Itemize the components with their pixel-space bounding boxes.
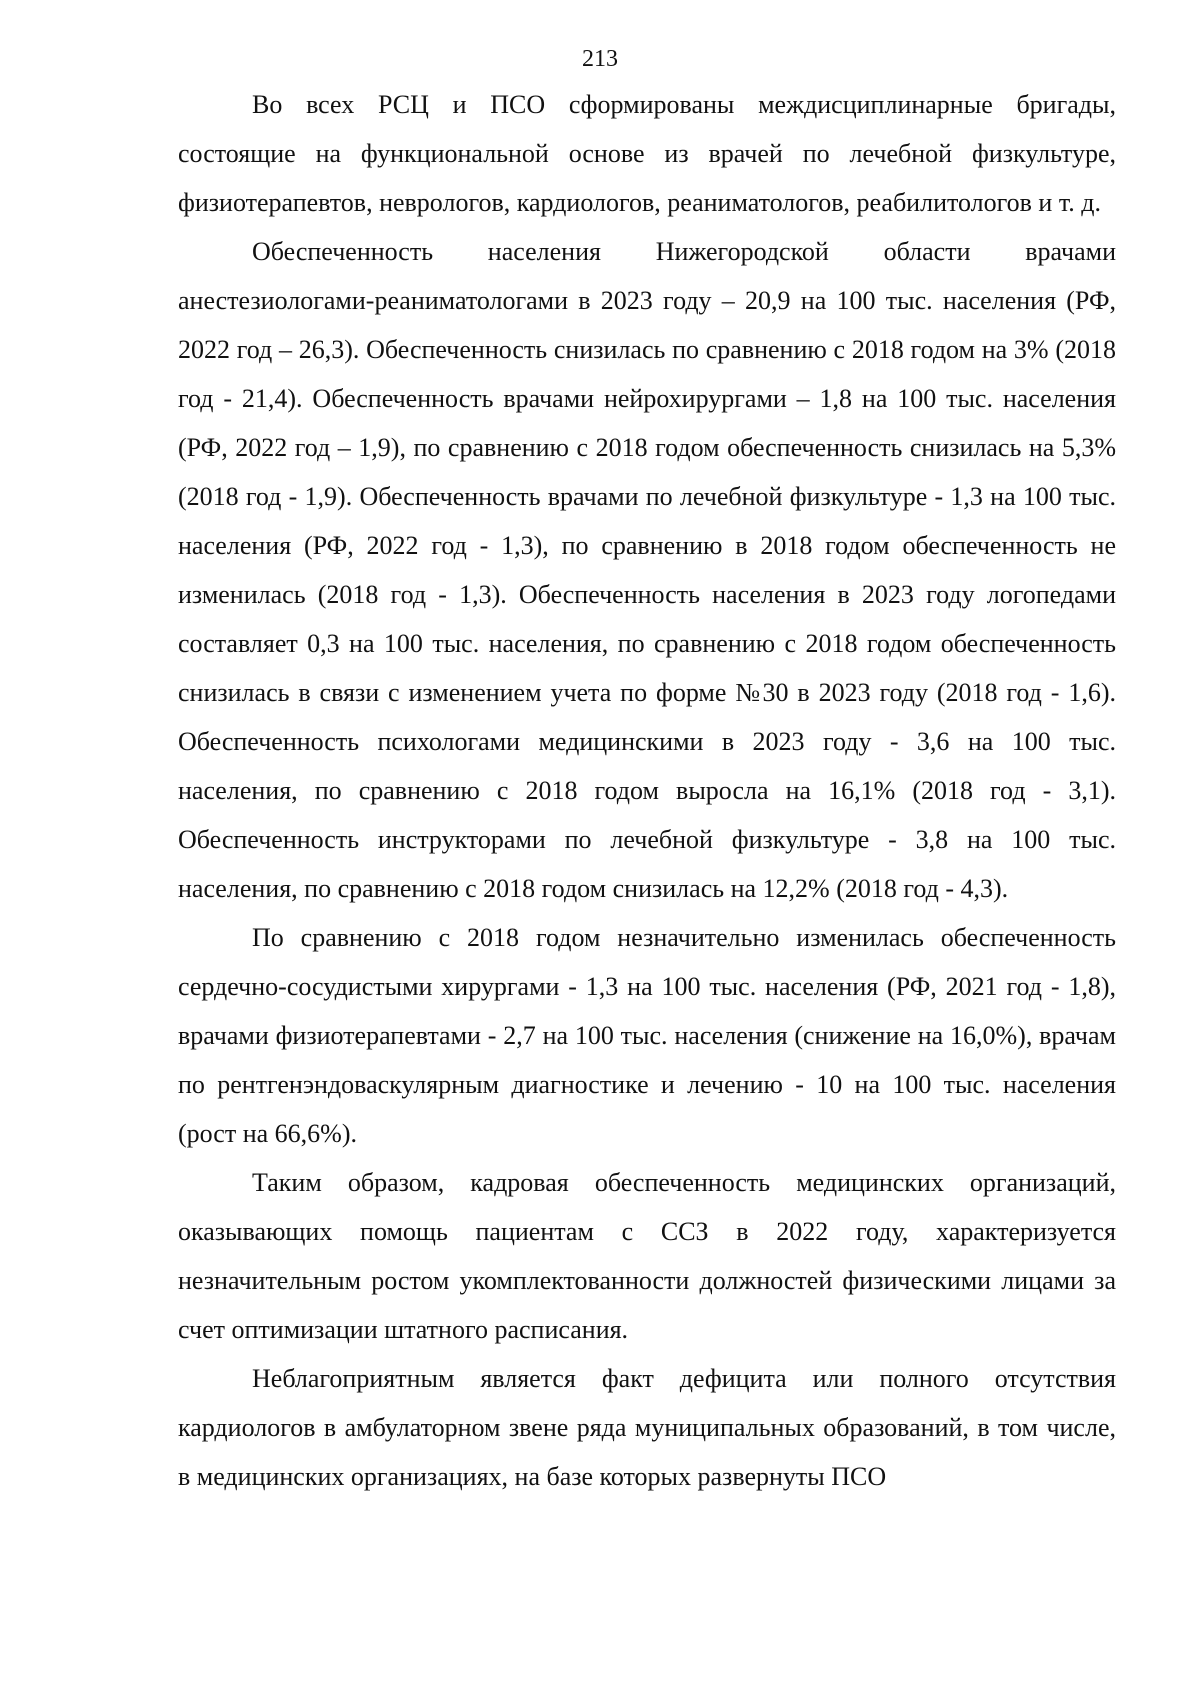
body-text	[178, 80, 1116, 1501]
paragraph-1: Во всех РСЦ и ПСО сформированы междисциплинарные бригады, состоящие на функциональной основе из врачей по лечебной физкультуре, физиотерапевтов, неврологов, кардиологов, реаниматологов, реабилитологов и т. д.	[178, 90, 1116, 217]
paragraph-3: По сравнению с 2018 годом незначительно изменилась обеспеченность сердечно-сосудистыми хирургами - 1,3 на 100 тыс. населения (РФ, 2021 год - 1,8), врачами физиотерапевтами - 2,7 на 100 тыс. населения (снижение на 16,0%), врачам по рентгенэндоваскулярным диагностике и лечению - 10 на 100 тыс. населения (рост на 66,6%).	[178, 923, 1116, 1148]
paragraph-2: Обеспеченность населения Нижегородской области врачами анестезиологами-реаниматологами в 2023 году – 20,9 на 100 тыс. населения (РФ, 2022 год – 26,3). Обеспеченность снизилась по сравнению с 2018 годом на 3% (2018 год - 21,4). Обеспеченность врачами нейрохирургами – 1,8 на 100 тыс. населения (РФ, 2022 год – 1,9), по сравнению с 2018 годом обеспеченность снизилась на 5,3% (2018 год - 1,9). Обеспеченность врачами по лечебной физкультуре - 1,3 на 100 тыс. населения (РФ, 2022 год - 1,3), по сравнению в 2018 годом обеспеченность не изменилась (2018 год - 1,3). Обеспеченность населения в 2023 году логопедами составляет 0,3 на 100 тыс. населения, по сравнению с 2018 годом обеспеченность снизилась в связи с изменением учета по форме №30 в 2023 году (2018 год - 1,6). Обеспеченность психологами медицинскими в 2023 году - 3,6 на 100 тыс. населения, по сравнению с 2018 годом выросла на 16,1% (2018 год - 3,1). Обеспеченность инструкторами по лечебной физкультуре - 3,8 на 100 тыс. населения, по сравнению с 2018 годом снизилась на 12,2% (2018 год - 4,3).	[178, 237, 1116, 903]
paragraph-5: Неблагоприятным является факт дефицита или полного отсутствия кардиологов в амбулаторном звене ряда муниципальных образований, в том числе, в медицинских организациях, на базе которых развернуты ПСО	[178, 1364, 1116, 1491]
page-number: 213	[582, 46, 618, 72]
paragraph-4: Таким образом, кадровая обеспеченность медицинских организаций, оказывающих помощь пациентам с ССЗ в 2022 году, характеризуется незначительным ростом укомплектованности должностей физическими лицами за счет оптимизации штатного расписания.	[178, 1168, 1116, 1344]
